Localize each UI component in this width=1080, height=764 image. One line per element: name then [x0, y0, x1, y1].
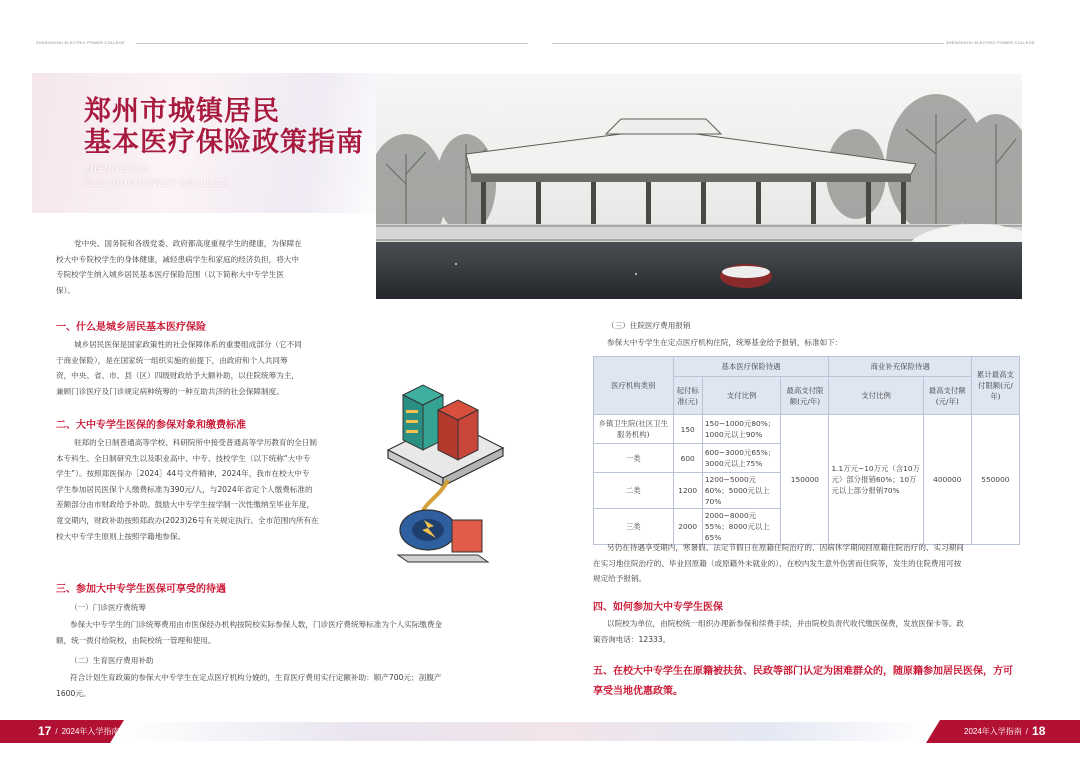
- intro-line: 党中央、国务院和各级党委、政府都高度重视学生的健康，为保障在: [74, 239, 302, 248]
- section2-body: [56, 435, 374, 544]
- cell-cumulative: 550000: [971, 415, 1019, 545]
- snow-pavilion-photo: [376, 74, 1022, 299]
- section2-line: 驻郑的全日制普通高等学校、科研院所中接受普通高等学历教育的全日制: [74, 438, 317, 447]
- sub1-line: 额，统一拨付给院校，由院校统一管理和使用。: [56, 635, 216, 645]
- col-header-deductible: 起付标准(元): [673, 377, 702, 415]
- section3-sub2-body: [56, 670, 516, 701]
- sub2-line: 符合计划生育政策的参保大中专学生在定点医疗机构分娩的，生育医疗费用实行定额补助：顺产700元；剖腹产: [70, 673, 442, 682]
- cell-category: 三类: [594, 509, 674, 545]
- cell-deductible: 150: [673, 415, 702, 444]
- intro-line: 保）。: [56, 285, 75, 295]
- cell-category: 乡镇卫生院(社区卫生服务机构): [594, 415, 674, 444]
- section3-sub2: （二）生育医疗费用补助: [70, 656, 154, 665]
- page-number-left: 17: [38, 724, 52, 738]
- cell-max-comm: 400000: [923, 415, 971, 545]
- section3-sub3-body: 参保大中专学生在定点医疗机构住院，统筹基金给予报销，标准如下：: [607, 338, 843, 347]
- cell-category: 一类: [594, 444, 674, 473]
- col-header-cumulative: 累计最高支付限额(元/年): [971, 357, 1019, 415]
- footer-slash-left: /: [55, 726, 58, 736]
- page-title-line1: 郑州市城镇居民: [84, 96, 280, 127]
- cell-deductible: 600: [673, 444, 702, 473]
- cell-ratio: 600~3000元65%；3000元以上75%: [702, 444, 781, 473]
- section3-sub1: （一）门诊医疗费统筹: [70, 603, 146, 612]
- after-table-line: 另仍在待遇享受期内，寒暑假、法定节假日在原籍住院治疗的、因病休学期间回原籍住院治疗的、实习期间: [607, 543, 964, 552]
- reimbursement-table: [593, 356, 1020, 545]
- intro-line: 校大中专院校学生的身体健康，减轻患病学生和家庭的经济负担，将大中: [56, 254, 299, 264]
- col-header-max-basic: 最高支付限额(元/年): [781, 377, 829, 415]
- section3-sub3: （三）住院医疗费用报销: [607, 321, 691, 330]
- after-table-line: 在实习地住院治疗的、毕业回原籍（或原籍外未就业的）、在校内发生意外伤害而住院等，发生的住院费用可按: [593, 558, 962, 568]
- footer-band: [118, 722, 928, 741]
- col-header-ratio: 支付比例: [702, 377, 781, 415]
- running-header-left: ZHENGZHOU ELECTRIC POWER COLLEGE: [36, 40, 125, 45]
- section2-line: 校大中专学生原则上按照学籍地参保。: [56, 531, 186, 541]
- section5-line: 五、在校大中专学生在原籍被扶贫、民政等部门认定为困难群众的，随原籍参加居民医保，方可: [593, 666, 1013, 677]
- section1-line: 兼顾门诊医疗及门诊规定病种统筹的一种互助共济的社会保障制度。: [56, 386, 284, 396]
- section2-heading: 二、大中专学生医保的参保对象和缴费标准: [56, 420, 246, 431]
- section1-line: 资，中央、省、市、县（区）四级财政给予大额补助，以住院统筹为主，: [56, 371, 299, 381]
- page-number-right: 18: [1032, 724, 1046, 738]
- intro-paragraph: [56, 236, 364, 298]
- group-header-commercial: 商业补充保险待遇: [829, 357, 971, 377]
- group-header-basic: 基本医疗保险待遇: [673, 357, 829, 377]
- section3-heading: 三、参加大中专学生医保可享受的待遇: [56, 584, 226, 595]
- col-header-category: 医疗机构类别: [594, 357, 674, 415]
- section1-body: [56, 337, 374, 399]
- section1-heading: 一、什么是城乡居民基本医疗保险: [56, 322, 206, 333]
- cell-ratio: 1200~5000元60%；5000元以上70%: [702, 473, 781, 509]
- col-header-max-comm: 最高支付额(元/年): [923, 377, 971, 415]
- section2-line: 学生参加居民医保个人缴费标准为390元/人，与2024年省定个人缴费标准的: [56, 484, 313, 494]
- cell-category: 二类: [594, 473, 674, 509]
- section5-line: 享受当地优惠政策。: [593, 686, 683, 697]
- after-table-line: 规定给予报销。: [593, 574, 647, 584]
- after-table-paragraph: [593, 540, 1023, 587]
- section4-line: 以院校为单位，由院校统一组织办理新参保和续费手续，并由院校负责代收代缴医保费，发放医保卡等。政: [607, 619, 964, 628]
- cell-ratio: 2000~8000元55%；8000元以上65%: [702, 509, 781, 545]
- section1-line: 于商业保险），是在国家统一组织实施的前提下，由政府和个人共同筹: [56, 355, 288, 365]
- footer-text-left: 2024年入学指南: [61, 726, 120, 736]
- section4-body: [593, 616, 1023, 647]
- footer-text-right: 2024年入学指南: [964, 726, 1022, 736]
- hero-english-line1: ZHENGZHOU: [84, 164, 149, 174]
- footer-left-label: [38, 724, 119, 738]
- section1-line: 城乡居民医保是国家政策性的社会保障体系的重要组成部分（它不同: [74, 340, 302, 349]
- server-generator-illustration: [378, 370, 508, 570]
- section2-line: 本专科生、全日制研究生以及职业高中、中专、技校学生（以下统称“大中专: [56, 453, 311, 463]
- section4-heading: 四、如何参加大中专学生医保: [593, 602, 723, 613]
- header-rule-right: [552, 43, 944, 44]
- col-header-ratio2: 支付比例: [829, 377, 923, 415]
- running-header-right: ZHENGZHOU ELECTRIC POWER COLLEGE: [946, 40, 1035, 45]
- cell-deductible: 2000: [673, 509, 702, 545]
- cell-deductible: 1200: [673, 473, 702, 509]
- sub1-line: 参保大中专学生的门诊统筹费用由市医保经办机构按院校实际参保人数，门诊医疗费统筹标准为个人实际缴费金: [70, 620, 443, 629]
- section2-line: 差额部分由市财政给予补助。鼓励大中专学生按学制一次性缴纳至毕业年度，: [56, 500, 315, 510]
- hero-english-line2: ELECTRIC POWER COLLEGE: [84, 178, 228, 188]
- footer-right-label: [964, 724, 1045, 738]
- footer-right-tab-edge: [926, 720, 940, 743]
- intro-line: 专院校学生纳入城乡居民基本医疗保险范围（以下简称大中专学生医: [56, 270, 284, 280]
- cell-comm-ratio: 1.1万元~10万元（含10万元）部分报销60%；10万元以上部分报销70%: [829, 415, 923, 545]
- sub2-line: 1600元。: [56, 688, 91, 698]
- section2-line: 竟交期内，财政补助按照郑政办(2023)26号有关规定执行。全市范围内所有在: [56, 515, 319, 525]
- section2-line: 学生”）。按照郑医保办［2024］44号文件精神，2024年，我市在校大中专: [56, 469, 310, 479]
- cell-ratio: 150~1000元80%；1000元以上90%: [702, 415, 781, 444]
- footer-slash-right: /: [1025, 726, 1029, 736]
- section3-sub1-body: [56, 617, 516, 648]
- page-title-line2: 基本医疗保险政策指南: [84, 127, 364, 158]
- header-rule-left: [136, 43, 528, 44]
- section4-line: 策咨询电话：12333。: [593, 634, 671, 644]
- section5-statement: [593, 662, 1033, 702]
- cell-max-basic: 150000: [781, 415, 829, 545]
- table-row: [594, 415, 1020, 444]
